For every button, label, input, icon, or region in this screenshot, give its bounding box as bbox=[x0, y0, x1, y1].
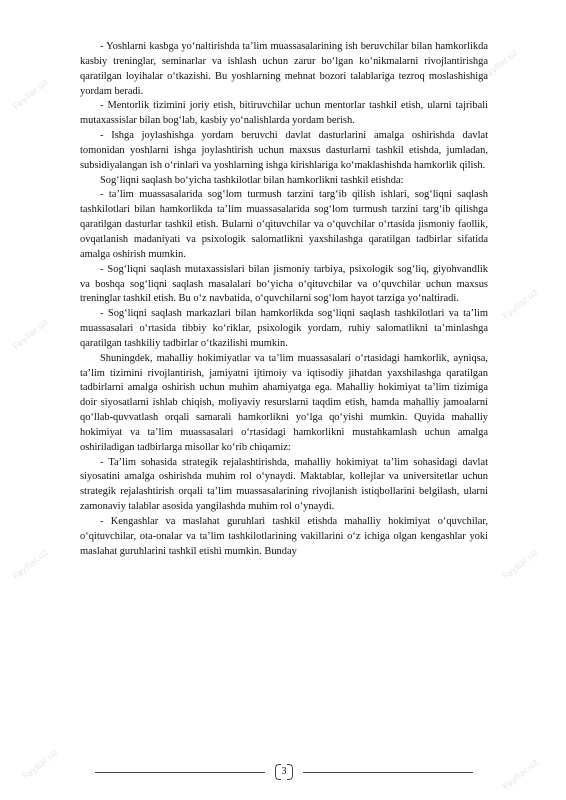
watermark: Fayllar.uz bbox=[501, 287, 541, 323]
footer-bracket-right bbox=[287, 764, 293, 780]
paragraph: - ta’lim muassasalarida sog‘lom turmush tarzini targ‘ib qilish ishlari, sog‘liqni saqlash tashkilotlari bilan hamkorlikda ta’lim muassasalarida sog‘lom turmush tarzini targ‘ib qilishga qaratilgan dasturlar tashkil etish. Bularni o‘qituvchilar va o‘quvchilar o‘rtasida jismoniy faollik, ovqatlanish madaniyati va psixologik salomatlikni yaxshilashga qaratilgan tadbirlar sifatida amalga oshirish mumkin. bbox=[80, 189, 488, 260]
paragraph: - Kengashlar va maslahat guruhlari tashkil etishda mahalliy hokimiyat o‘quvchilar, o‘qituvchilar, ota-onalar va ta’lim tashkilotlarining vakillarini o‘z ichiga olgan kengashlar yoki maslahat guruhlarini tashkil etishi mumkin. Bunday bbox=[80, 516, 488, 557]
footer-rule-left bbox=[95, 772, 265, 773]
paragraph: - Yoshlarni kasbga yo‘naltirishda ta’lim muassasalarining ish beruvchilar bilan hamkorlikda kasbiy treninglar, seminarlar va ishlash uchun zarur bo‘lgan ko‘nikmalarni rivojlantirishga qaratilgan loyihalar o‘tkazishi. Bu yoshlarning mehnat bozori talablariga tezroq moslashishiga yordam beradi. bbox=[80, 41, 488, 97]
watermark: Fayllar.uz bbox=[21, 747, 61, 783]
body-text bbox=[80, 40, 488, 560]
watermark: Fayllar.uz bbox=[11, 77, 51, 113]
watermark: Fayllar.uz bbox=[501, 757, 541, 793]
page-footer bbox=[95, 762, 473, 782]
watermark: Fayllar.uz bbox=[501, 547, 541, 583]
watermark: Fayllar.uz bbox=[11, 547, 51, 583]
footer-rule-right bbox=[303, 772, 473, 773]
paragraph: - Ta’lim sohasida strategik rejalashtirishda, mahalliy hokimiyat ta’lim sohasidagi davlat siyosatini amalga oshirishda muhim rol o‘ynaydi. Maktablar, kollejlar va universitetlar uchun strategik rejalashtirish orqali ta’lim muassasalarining rivojlanish istiqbollarini belgilash, ularni zamonaviy talablar asosida yangilashda muhim rol o‘ynaydi. bbox=[80, 456, 488, 513]
paragraph: - Ishga joylashishga yordam beruvchi davlat dasturlarini amalga oshirishda davlat tomonidan yoshlarni ishga joylashtirish uchun maxsus dasturlarni tashkil etishda, jumladan, subsidiyalangan ish o‘rinlari va yoshlarning ishga kirishlariga ko‘maklashishda hamkorlik qilish. bbox=[80, 130, 488, 171]
paragraph: Shuningdek, mahalliy hokimiyatlar va ta’lim muassasalari o‘rtasidagi hamkorlik, ayniqsa, ta’lim tizimini rivojlantirish, jamiyatni ijtimoiy va iqtisodiy jihatdan yaxshilashga qaratilgan tadbirlarni amalga oshirish uchun muhim ahamiyatga ega. Mahalliy hokimiyat ta’lim tizimiga doir siyosatlarni ishlab chiqish, moliyaviy resurslarni taqdim etish, hamda mahalliy jamoalarni qo‘llab-quvvatlash orqali samarali hamkorlikni yo‘lga qo‘yishi mumkin. Quyida mahalliy hokimiyat va ta’lim muassasalari o‘rtasidagi hamkorlikni mustahkamlash uchun amalga oshiriladigan tadbirlarga misollar ko‘rib chiqamiz: bbox=[80, 352, 488, 453]
watermark: Fayllar.uz bbox=[11, 317, 51, 353]
paragraph: - Sog‘liqni saqlash markazlari bilan hamkorlikda sog‘liqni saqlash tashkilotlari va ta’lim muassasalari o‘rtasida tibbiy ko‘riklar, psixologik yordam, ruhiy salomatlikni ta’minlashga qaratilgan tashkiliy tadbirlar o‘tkazilishi mumkin. bbox=[80, 308, 488, 349]
watermark: Fayllar.uz bbox=[481, 47, 521, 83]
paragraph: - Mentorlik tizimini joriy etish, bitiruvchilar uchun mentorlar tashkil etish, ularni tajribali mutaxassislar bilan bog‘lab, kasbiy yo‘nalishlarda yordam berish. bbox=[80, 100, 488, 127]
paragraph: - Sog‘liqni saqlash mutaxassislari bilan jismoniy tarbiya, psixologik sog‘liq, giyohvandlik va boshqa sog‘liqni saqlash masalalari bo‘yicha o‘qituvchilar va o‘quvchilar uchun maxsus treninglar tashkil etish. Bu o‘z navbatida, o‘quvchilarni sog‘lom hayot tarziga yo‘naltiradi. bbox=[80, 263, 488, 305]
paragraph: Sog‘liqni saqlash bo‘yicha tashkilotlar bilan hamkorlikni tashkil etishda: bbox=[100, 174, 404, 186]
page-number: 3 bbox=[281, 766, 287, 777]
